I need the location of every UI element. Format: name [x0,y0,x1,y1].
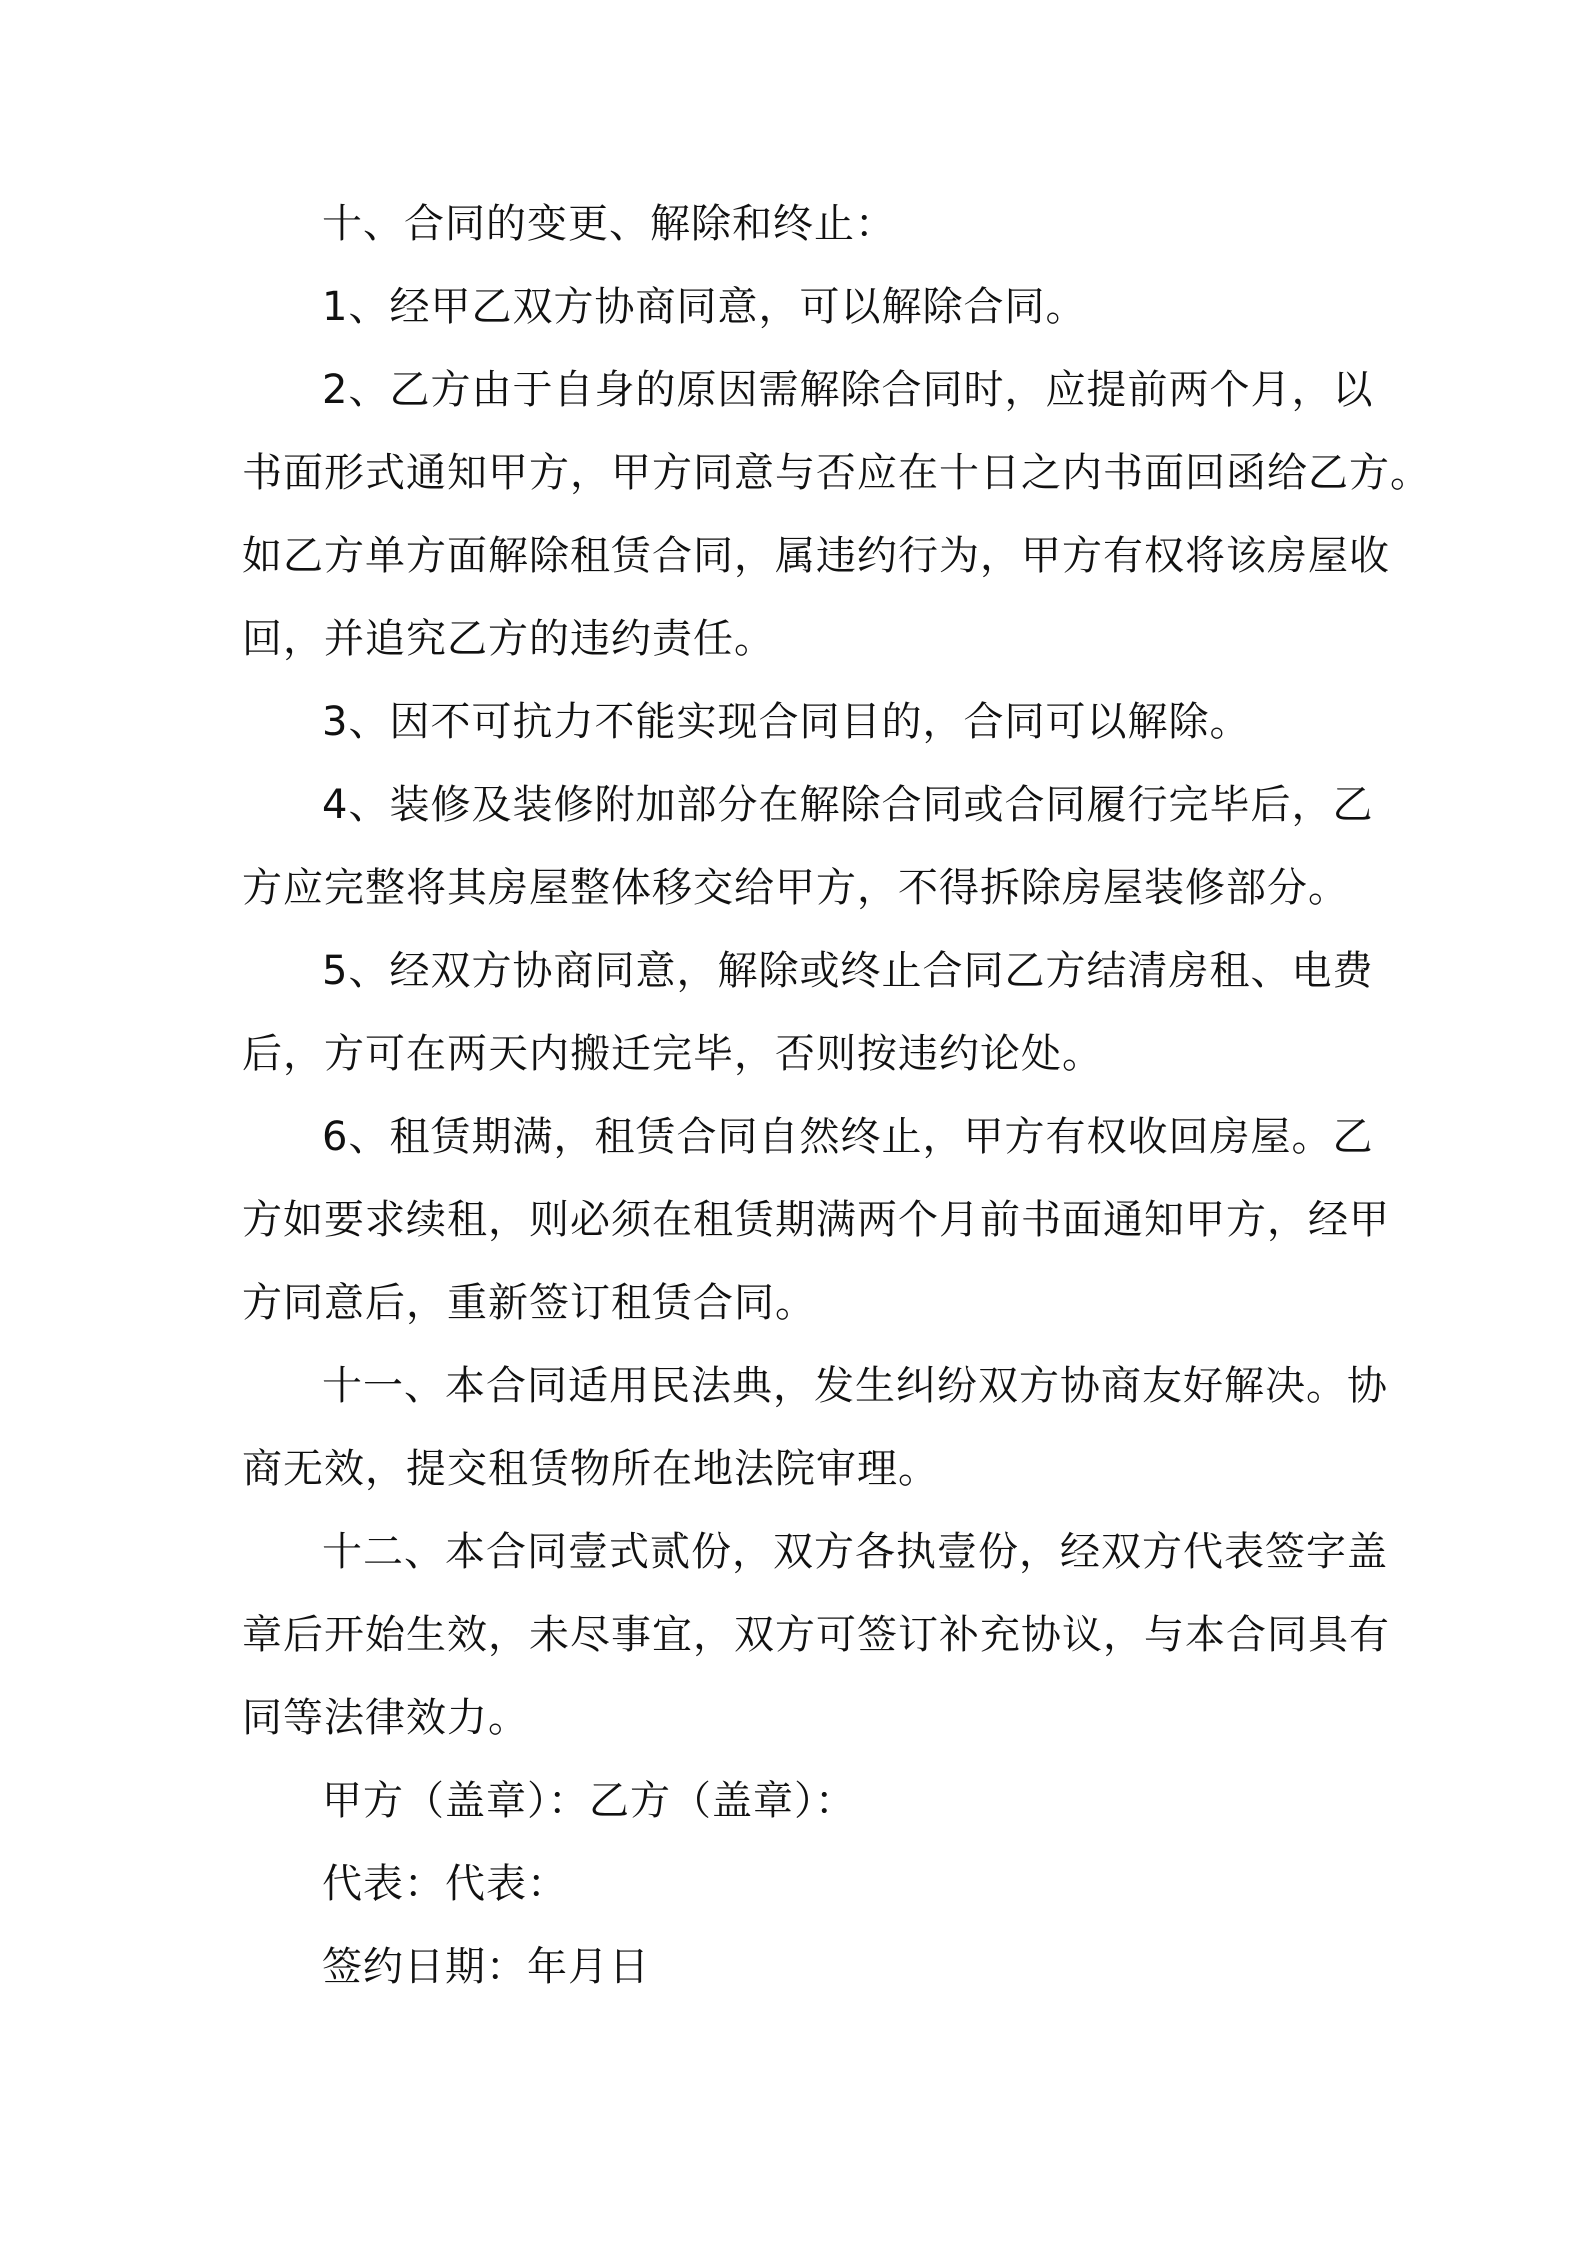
clause-10-5-line-1: 5、经双方协商同意，解除或终止合同乙方结清房租、电费 [322,948,1374,994]
signature-representatives: 代表：代表： [322,1861,568,1907]
clause-10-2-line-2: 书面形式通知甲方，甲方同意与否应在十日之内书面回函给乙方。 [242,450,1431,496]
clause-10-4-line-1: 4、装修及装修附加部分在解除合同或合同履行完毕后，乙 [322,782,1374,828]
clause-10-6-line-2: 方如要求续租，则必须在租赁期满两个月前书面通知甲方，经甲 [242,1197,1390,1243]
signature-parties: 甲方（盖章）：乙方（盖章）： [322,1778,856,1824]
section-12-line-1: 十二、本合同壹式贰份，双方各执壹份，经双方代表签字盖 [322,1529,1388,1575]
clause-10-2-line-4: 回，并追究乙方的违约责任。 [242,616,775,662]
signing-date: 签约日期：年月日 [322,1944,650,1990]
clause-10-4-line-2: 方应完整将其房屋整体移交给甲方，不得拆除房屋装修部分。 [242,865,1349,911]
section-10-heading: 十、合同的变更、解除和终止： [322,201,896,247]
clause-10-1: 1、经甲乙双方协商同意，可以解除合同。 [322,284,1087,330]
clause-10-5-line-2: 后，方可在两天内搬迁完毕，否则按违约论处。 [242,1031,1103,1077]
clause-10-2-line-3: 如乙方单方面解除租赁合同，属违约行为，甲方有权将该房屋收 [242,533,1390,579]
clause-10-6-line-3: 方同意后，重新签订租赁合同。 [242,1280,816,1326]
section-11-line-1: 十一、本合同适用民法典，发生纠纷双方协商友好解决。协 [322,1363,1388,1409]
section-11-line-2: 商无效，提交租赁物所在地法院审理。 [242,1446,939,1492]
clause-10-3: 3、因不可抗力不能实现合同目的，合同可以解除。 [322,699,1251,745]
clause-10-2-line-1: 2、乙方由于自身的原因需解除合同时，应提前两个月，以 [322,367,1374,413]
clause-10-6-line-1: 6、租赁期满，租赁合同自然终止，甲方有权收回房屋。乙 [322,1114,1374,1160]
section-12-line-3: 同等法律效力。 [242,1695,529,1741]
section-12-line-2: 章后开始生效，未尽事宜，双方可签订补充协议，与本合同具有 [242,1612,1390,1658]
